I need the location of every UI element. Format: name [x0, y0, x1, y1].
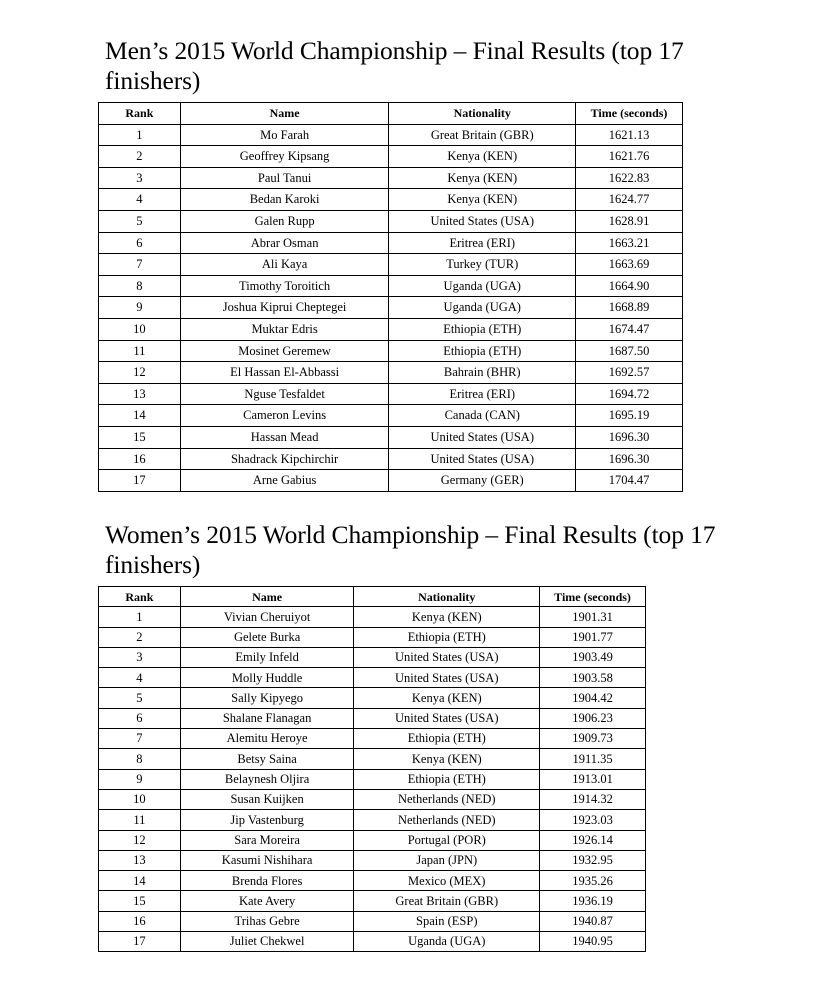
nationality-cell: United States (USA)	[389, 210, 576, 232]
table-row	[99, 146, 683, 168]
table-row	[99, 830, 646, 850]
time-cell: 1914.32	[540, 789, 646, 809]
time-cell: 1935.26	[540, 871, 646, 891]
table-row	[99, 668, 646, 688]
table-row	[99, 789, 646, 809]
table-row	[99, 932, 646, 952]
time-cell: 1694.72	[576, 383, 683, 405]
time-cell: 1704.47	[576, 470, 683, 492]
rank-cell: 1	[99, 124, 181, 146]
name-cell: Hassan Mead	[180, 426, 389, 448]
table-row	[99, 297, 683, 319]
nationality-cell: Eritrea (ERI)	[389, 383, 576, 405]
table-row	[99, 891, 646, 911]
time-cell: 1903.58	[540, 668, 646, 688]
time-cell: 1906.23	[540, 708, 646, 728]
nationality-cell: United States (USA)	[354, 647, 540, 667]
name-cell: Emily Infeld	[180, 647, 354, 667]
table-row	[99, 769, 646, 789]
nationality-cell: Ethiopia (ETH)	[354, 769, 540, 789]
time-cell: 1674.47	[576, 318, 683, 340]
name-cell: Paul Tanui	[180, 167, 389, 189]
nationality-cell: Portugal (POR)	[354, 830, 540, 850]
table-header-row	[99, 103, 683, 125]
time-cell: 1904.42	[540, 688, 646, 708]
rank-cell: 7	[99, 254, 181, 276]
nationality-cell: Ethiopia (ETH)	[389, 340, 576, 362]
nationality-cell: Kenya (KEN)	[389, 146, 576, 168]
name-cell: Brenda Flores	[180, 871, 354, 891]
time-cell: 1901.31	[540, 607, 646, 627]
name-cell: Vivian Cheruiyot	[180, 607, 354, 627]
column-header-time: Time (seconds)	[540, 587, 646, 607]
table-row	[99, 688, 646, 708]
nationality-cell: Netherlands (NED)	[354, 789, 540, 809]
column-header-name: Name	[180, 103, 389, 125]
rank-cell: 16	[99, 448, 181, 470]
name-cell: Shadrack Kipchirchir	[180, 448, 389, 470]
time-cell: 1936.19	[540, 891, 646, 911]
nationality-cell: Kenya (KEN)	[389, 167, 576, 189]
table-row	[99, 850, 646, 870]
rank-cell: 15	[99, 426, 181, 448]
name-cell: Cameron Levins	[180, 405, 389, 427]
nationality-cell: Uganda (UGA)	[389, 275, 576, 297]
rank-cell: 9	[99, 297, 181, 319]
table-row	[99, 729, 646, 749]
table-row	[99, 911, 646, 931]
time-cell: 1901.77	[540, 627, 646, 647]
nationality-cell: Germany (GER)	[389, 470, 576, 492]
rank-cell: 9	[99, 769, 181, 789]
rank-cell: 2	[99, 627, 181, 647]
name-cell: Ali Kaya	[180, 254, 389, 276]
time-cell: 1664.90	[576, 275, 683, 297]
rank-cell: 4	[99, 668, 181, 688]
nationality-cell: Ethiopia (ETH)	[389, 318, 576, 340]
time-cell: 1913.01	[540, 769, 646, 789]
table-row	[99, 749, 646, 769]
rank-cell: 13	[99, 383, 181, 405]
women-results-title: Women’s 2015 World Championship – Final Results (top 17 finishers)	[105, 520, 716, 579]
rank-cell: 14	[99, 405, 181, 427]
name-cell: Abrar Osman	[180, 232, 389, 254]
table-row	[99, 210, 683, 232]
nationality-cell: Kenya (KEN)	[354, 607, 540, 627]
column-header-name: Name	[180, 587, 354, 607]
rank-cell: 5	[99, 210, 181, 232]
rank-cell: 6	[99, 708, 181, 728]
name-cell: Sara Moreira	[180, 830, 354, 850]
table-header-row	[99, 587, 646, 607]
time-cell: 1923.03	[540, 810, 646, 830]
nationality-cell: United States (USA)	[389, 426, 576, 448]
nationality-cell: Ethiopia (ETH)	[354, 729, 540, 749]
table-row	[99, 275, 683, 297]
table-row	[99, 189, 683, 211]
time-cell: 1668.89	[576, 297, 683, 319]
name-cell: Jip Vastenburg	[180, 810, 354, 830]
table-row	[99, 627, 646, 647]
name-cell: Gelete Burka	[180, 627, 354, 647]
table-row	[99, 470, 683, 492]
name-cell: Mosinet Geremew	[180, 340, 389, 362]
rank-cell: 11	[99, 340, 181, 362]
name-cell: Timothy Toroitich	[180, 275, 389, 297]
time-cell: 1628.91	[576, 210, 683, 232]
rank-cell: 12	[99, 830, 181, 850]
time-cell: 1687.50	[576, 340, 683, 362]
nationality-cell: Kenya (KEN)	[354, 688, 540, 708]
time-cell: 1621.76	[576, 146, 683, 168]
table-row	[99, 810, 646, 830]
time-cell: 1909.73	[540, 729, 646, 749]
time-cell: 1940.87	[540, 911, 646, 931]
nationality-cell: Uganda (UGA)	[389, 297, 576, 319]
rank-cell: 2	[99, 146, 181, 168]
table-row	[99, 708, 646, 728]
rank-cell: 12	[99, 362, 181, 384]
rank-cell: 8	[99, 275, 181, 297]
nationality-cell: Bahrain (BHR)	[389, 362, 576, 384]
table-row	[99, 167, 683, 189]
nationality-cell: Spain (ESP)	[354, 911, 540, 931]
name-cell: Juliet Chekwel	[180, 932, 354, 952]
name-cell: Susan Kuijken	[180, 789, 354, 809]
table-row	[99, 405, 683, 427]
rank-cell: 13	[99, 850, 181, 870]
nationality-cell: Great Britain (GBR)	[354, 891, 540, 911]
women-results-table	[98, 586, 646, 952]
table-row	[99, 232, 683, 254]
name-cell: Joshua Kiprui Cheptegei	[180, 297, 389, 319]
rank-cell: 16	[99, 911, 181, 931]
rank-cell: 10	[99, 318, 181, 340]
rank-cell: 7	[99, 729, 181, 749]
nationality-cell: Mexico (MEX)	[354, 871, 540, 891]
name-cell: Belaynesh Oljira	[180, 769, 354, 789]
table-row	[99, 254, 683, 276]
table-row	[99, 362, 683, 384]
rank-cell: 4	[99, 189, 181, 211]
rank-cell: 15	[99, 891, 181, 911]
name-cell: Kasumi Nishihara	[180, 850, 354, 870]
rank-cell: 17	[99, 470, 181, 492]
nationality-cell: Kenya (KEN)	[354, 749, 540, 769]
time-cell: 1911.35	[540, 749, 646, 769]
nationality-cell: Uganda (UGA)	[354, 932, 540, 952]
time-cell: 1624.77	[576, 189, 683, 211]
column-header-time: Time (seconds)	[576, 103, 683, 125]
name-cell: Betsy Saina	[180, 749, 354, 769]
nationality-cell: United States (USA)	[354, 668, 540, 688]
table-row	[99, 318, 683, 340]
name-cell: Nguse Tesfaldet	[180, 383, 389, 405]
name-cell: El Hassan El-Abbassi	[180, 362, 389, 384]
nationality-cell: Canada (CAN)	[389, 405, 576, 427]
men-results-title: Men’s 2015 World Championship – Final Results (top 17 finishers)	[105, 36, 684, 95]
name-cell: Geoffrey Kipsang	[180, 146, 389, 168]
nationality-cell: Turkey (TUR)	[389, 254, 576, 276]
name-cell: Mo Farah	[180, 124, 389, 146]
nationality-cell: Great Britain (GBR)	[389, 124, 576, 146]
table-row	[99, 871, 646, 891]
table-row	[99, 340, 683, 362]
time-cell: 1692.57	[576, 362, 683, 384]
name-cell: Shalane Flanagan	[180, 708, 354, 728]
nationality-cell: Kenya (KEN)	[389, 189, 576, 211]
rank-cell: 6	[99, 232, 181, 254]
rank-cell: 10	[99, 789, 181, 809]
nationality-cell: Netherlands (NED)	[354, 810, 540, 830]
time-cell: 1940.95	[540, 932, 646, 952]
rank-cell: 11	[99, 810, 181, 830]
column-header-rank: Rank	[99, 587, 181, 607]
table-row	[99, 426, 683, 448]
time-cell: 1696.30	[576, 426, 683, 448]
table-row	[99, 124, 683, 146]
name-cell: Alemitu Heroye	[180, 729, 354, 749]
time-cell: 1696.30	[576, 448, 683, 470]
nationality-cell: Ethiopia (ETH)	[354, 627, 540, 647]
name-cell: Molly Huddle	[180, 668, 354, 688]
time-cell: 1663.21	[576, 232, 683, 254]
name-cell: Galen Rupp	[180, 210, 389, 232]
name-cell: Kate Avery	[180, 891, 354, 911]
rank-cell: 17	[99, 932, 181, 952]
rank-cell: 3	[99, 167, 181, 189]
nationality-cell: Eritrea (ERI)	[389, 232, 576, 254]
men-results-table	[98, 102, 683, 492]
name-cell: Arne Gabius	[180, 470, 389, 492]
time-cell: 1621.13	[576, 124, 683, 146]
time-cell: 1695.19	[576, 405, 683, 427]
time-cell: 1903.49	[540, 647, 646, 667]
table-row	[99, 647, 646, 667]
rank-cell: 14	[99, 871, 181, 891]
nationality-cell: United States (USA)	[389, 448, 576, 470]
time-cell: 1926.14	[540, 830, 646, 850]
rank-cell: 1	[99, 607, 181, 627]
time-cell: 1932.95	[540, 850, 646, 870]
time-cell: 1663.69	[576, 254, 683, 276]
name-cell: Muktar Edris	[180, 318, 389, 340]
name-cell: Bedan Karoki	[180, 189, 389, 211]
time-cell: 1622.83	[576, 167, 683, 189]
rank-cell: 5	[99, 688, 181, 708]
table-row	[99, 383, 683, 405]
column-header-rank: Rank	[99, 103, 181, 125]
nationality-cell: United States (USA)	[354, 708, 540, 728]
column-header-nationality: Nationality	[389, 103, 576, 125]
nationality-cell: Japan (JPN)	[354, 850, 540, 870]
name-cell: Sally Kipyego	[180, 688, 354, 708]
table-row	[99, 448, 683, 470]
column-header-nationality: Nationality	[354, 587, 540, 607]
table-row	[99, 607, 646, 627]
rank-cell: 8	[99, 749, 181, 769]
rank-cell: 3	[99, 647, 181, 667]
name-cell: Trihas Gebre	[180, 911, 354, 931]
